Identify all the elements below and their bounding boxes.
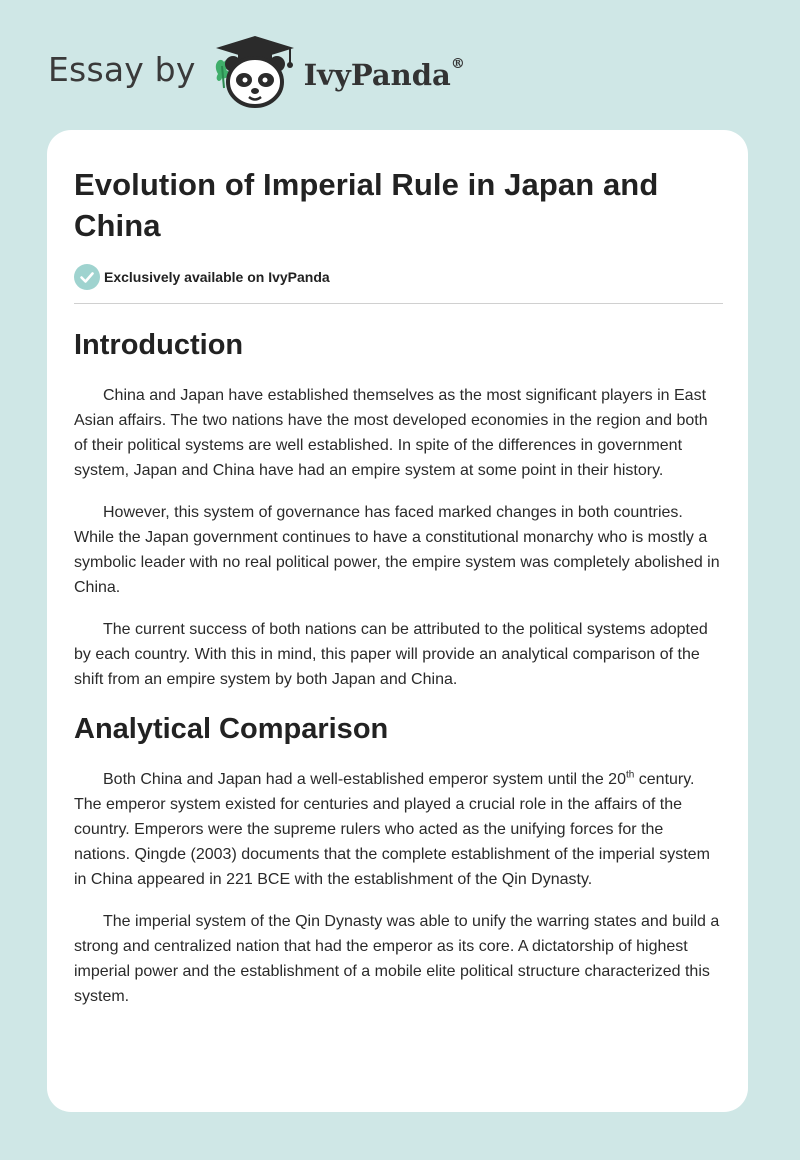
- essay-content: [74, 164, 723, 1009]
- ordinal-suffix: th: [625, 769, 635, 781]
- section-heading-introduction: Introduction: [74, 329, 244, 361]
- paragraph: However, this system of governance has faced marked changes in both countries. While the Japan government continues to have a constitutional monarchy who is mostly a symbolic leader with no real political power, the empire system was completely abolished in China.: [74, 504, 720, 596]
- paragraph: The current success of both nations can be attributed to the political systems adopted by each country. With this in mind, this paper will provide an analytical comparison of the shift from an empire system by both Japan and China.: [74, 621, 708, 688]
- paragraph-text: century. The emperor system existed for centuries and played a crucial role in the affairs of the country. Emperors were the supreme rulers who acted as the unifying forces for the nations. Qingde (2003) documents that the complete establishment of the imperial system in China appeared in 221 BCE with the establishment of the Qin Dynasty.: [74, 771, 710, 888]
- essay-by-label: Essay by: [48, 49, 196, 89]
- paragraph: China and Japan have established themselves as the most significant players in East Asian affairs. The two nations have the most developed economies in the region and both of their political systems are well established. In spite of the differences in government system, Japan and China have had an empire system at some point in their history.: [74, 387, 708, 479]
- section-heading-analytical-comparison: Analytical Comparison: [74, 713, 389, 745]
- essay-card: [47, 130, 748, 1112]
- title-divider: [74, 303, 723, 304]
- panda-logo-icon[interactable]: [210, 34, 300, 110]
- registered-mark: ®: [450, 56, 465, 72]
- ivypanda-brand[interactable]: [304, 58, 465, 92]
- paragraph-text: Both China and Japan had a well-established emperor system until the 20: [103, 771, 626, 788]
- essay-title: Evolution of Imperial Rule in Japan and China: [74, 167, 659, 243]
- site-header: [48, 34, 465, 110]
- paragraph: [74, 767, 723, 892]
- check-circle-icon: [74, 264, 100, 290]
- exclusive-badge-text: Exclusively available on IvyPanda: [104, 269, 330, 285]
- exclusive-badge: [74, 264, 723, 290]
- brand-name: IvyPanda: [303, 58, 451, 92]
- paragraph: The imperial system of the Qin Dynasty was able to unify the warring states and build a strong and centralized nation that had the emperor as its core. A dictatorship of highest imperial power and the establishment of a mobile elite political structure characterized this system.: [74, 913, 720, 1005]
